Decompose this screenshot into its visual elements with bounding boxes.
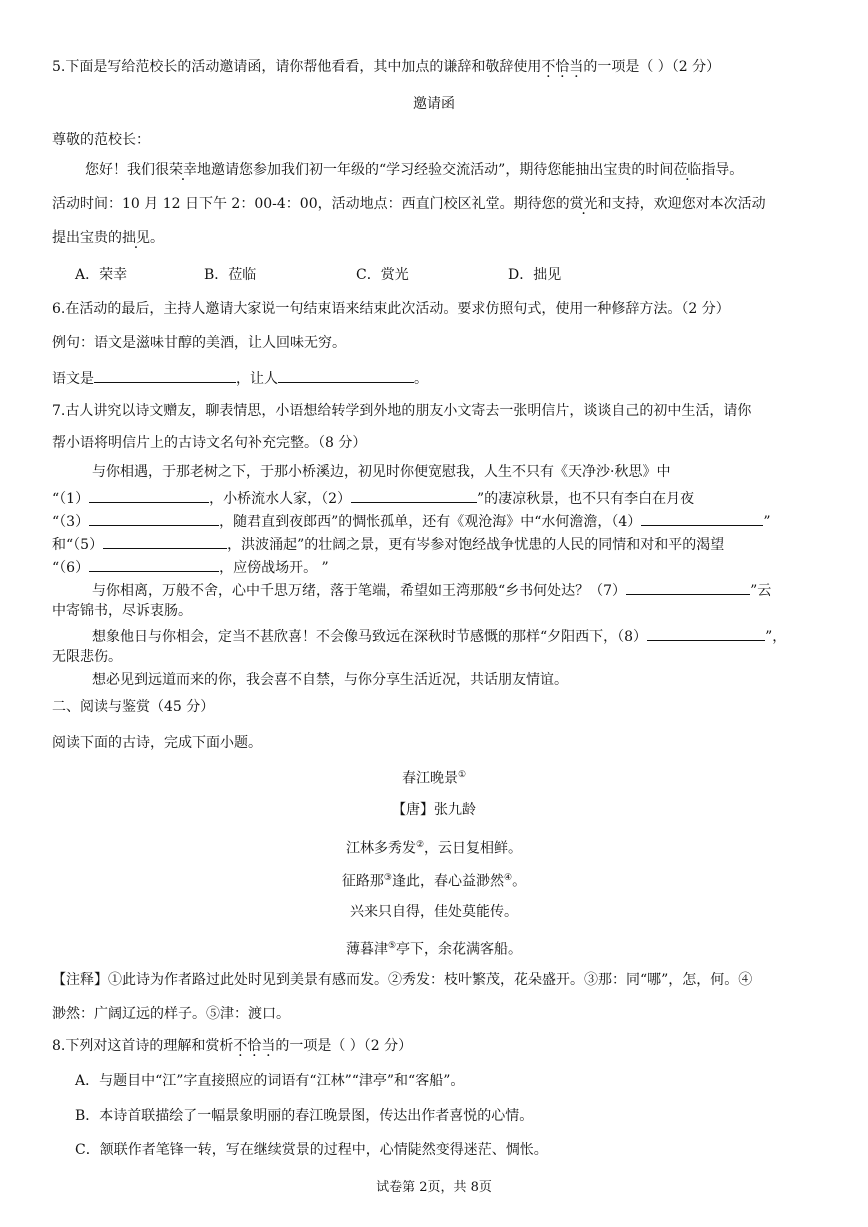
section-2-instruction: 阅读下面的古诗，完成下面小题。 — [52, 735, 262, 751]
q8-stem: 8.下列对这首诗的理解和赏析不恰当的一项是（ ）（2 分） — [52, 1038, 413, 1054]
q7-p4: 想必见到远道而来的你，我会喜不自禁，与你分享生活近况，共话朋友情谊。 — [92, 672, 568, 688]
letter-title: 邀请函 — [413, 96, 455, 112]
q7-blank-2[interactable] — [351, 486, 477, 503]
q7-blank-3[interactable] — [89, 509, 219, 526]
q7-p3-line-1: 想象他日与你相会，定当不甚欣喜！不会像马致远在深秋时节感慨的那样“夕阳西下，（8） ”， — [92, 624, 868, 647]
q5-stem: 5.下面是写给范校长的活动邀请函，请你帮他看看，其中加点的谦辞和敬辞使用不恰当的一项是（ ）（2 分） — [52, 59, 721, 75]
poem-notes-line-2: 渺然：广阔辽远的样子。⑤津：渡口。 — [52, 1006, 290, 1022]
q7-p2-line-2: 中寄锦书，尽诉衷肠。 — [52, 603, 192, 619]
letter-body-line-1: 您好！我们很荣幸地邀请您参加我们初一年级的“学习经验交流活动”，期待您能抽出宝贵的时间莅临指导。 — [85, 162, 744, 178]
q6-example: 例句：语文是滋味甘醇的美酒，让人回味无穷。 — [52, 335, 346, 351]
q7-p1-line-5: “（6） ，应傍战场开。 ” — [52, 555, 868, 578]
letter-salutation: 尊敬的范校长： — [52, 132, 150, 148]
q8-option-a[interactable]: A．与题目中“江”字直接照应的词语有“江林”“津亭”和“客船”。 — [75, 1073, 465, 1089]
q6-blank-1[interactable] — [94, 366, 236, 383]
q7-p1-line-3: “（3） ，随君直到夜郎西”的惆怅孤单，还有《观沧海》中“水何澹澹，（4） ” — [52, 509, 868, 532]
q6-answer-line: 语文是 ，让人 。 — [52, 366, 868, 389]
q7-blank-1[interactable] — [89, 486, 209, 503]
poem-notes-line-1: 【注释】①此诗为作者路过此处时见到美景有感而发。②秀发：枝叶繁茂，花朵盛开。③那：同“哪”，怎，何。④ — [52, 972, 753, 988]
page-footer: 试卷第 2页，共 8页 — [376, 1180, 492, 1195]
q7-p1-line-2: “（1） ，小桥流水人家，（2） ”的凄凉秋景，也不只有李白在月夜 — [52, 486, 868, 509]
q7-blank-8[interactable] — [647, 624, 765, 641]
q7-stem-line-2: 帮小语将明信片上的古诗文名句补充完整。（8 分） — [52, 435, 367, 451]
q7-p3-line-2: 无限悲伤。 — [52, 649, 122, 665]
q6-stem: 6.在活动的最后，主持人邀请大家说一句结束语来结束此次活动。要求仿照句式，使用一种修辞方法。（2 分） — [52, 301, 730, 317]
q7-p1-line-4: 和“（5） ，洪波涌起”的壮阔之景，更有岑参对饱经战争忧患的人民的同情和对和平的渴望 — [52, 532, 868, 555]
q7-blank-7[interactable] — [626, 578, 750, 595]
section-2-heading: 二、阅读与鉴赏（45 分） — [52, 699, 215, 715]
poem-line-4: 薄暮津⑤亭下，余花满客船。 — [345, 941, 523, 958]
q6-blank-2[interactable] — [278, 366, 414, 383]
q8-option-b[interactable]: B．本诗首联描绘了一幅景象明丽的春江晚景图，传达出作者喜悦的心情。 — [75, 1108, 534, 1124]
q5-option-b[interactable]: B．莅临 — [204, 267, 257, 283]
q7-p2-line-1: 与你相离，万般不舍，心中千思万绪，落于笔端，希望如王湾那般“乡书何处达？（7） ”云 — [92, 578, 868, 601]
poem-line-2: 征路那③逢此，春心益渺然④。 — [341, 873, 527, 890]
poem-author: 【唐】张九龄 — [392, 802, 476, 818]
q7-p1-line-1: 与你相遇，于那老树之下，于那小桥溪边，初见时你便宽慰我，人生不只有《天净沙·秋思》中 — [92, 464, 671, 480]
poem-line-1: 江林多秀发②，云日复相鲜。 — [345, 840, 523, 857]
poem-title: 春江晚景① — [401, 770, 467, 787]
q8-option-c[interactable]: C．颔联作者笔锋一转，写在继续赏景的过程中，心情陡然变得迷茫、惆怅。 — [75, 1142, 548, 1158]
q5-option-a[interactable]: A．荣幸 — [75, 267, 128, 283]
q5-option-d[interactable]: D．拙见 — [508, 267, 562, 283]
q5-option-c[interactable]: C．赏光 — [356, 267, 409, 283]
q7-blank-6[interactable] — [89, 555, 219, 572]
q7-stem-line-1: 7.古人讲究以诗文赠友，聊表情思，小语想给转学到外地的朋友小文寄去一张明信片，谈谈自己的初中生活，请你 — [52, 403, 752, 419]
letter-body-line-3: 提出宝贵的拙见。 — [52, 230, 164, 246]
q7-blank-4[interactable] — [641, 509, 763, 526]
poem-line-3: 兴来只自得，佳处莫能传。 — [350, 904, 518, 920]
letter-body-line-2: 活动时间：10 月 12 日下午 2：00-4：00，活动地点：西直门校区礼堂。期待您的赏光和支持，欢迎您对本次活动 — [52, 196, 766, 212]
q7-blank-5[interactable] — [103, 532, 227, 549]
